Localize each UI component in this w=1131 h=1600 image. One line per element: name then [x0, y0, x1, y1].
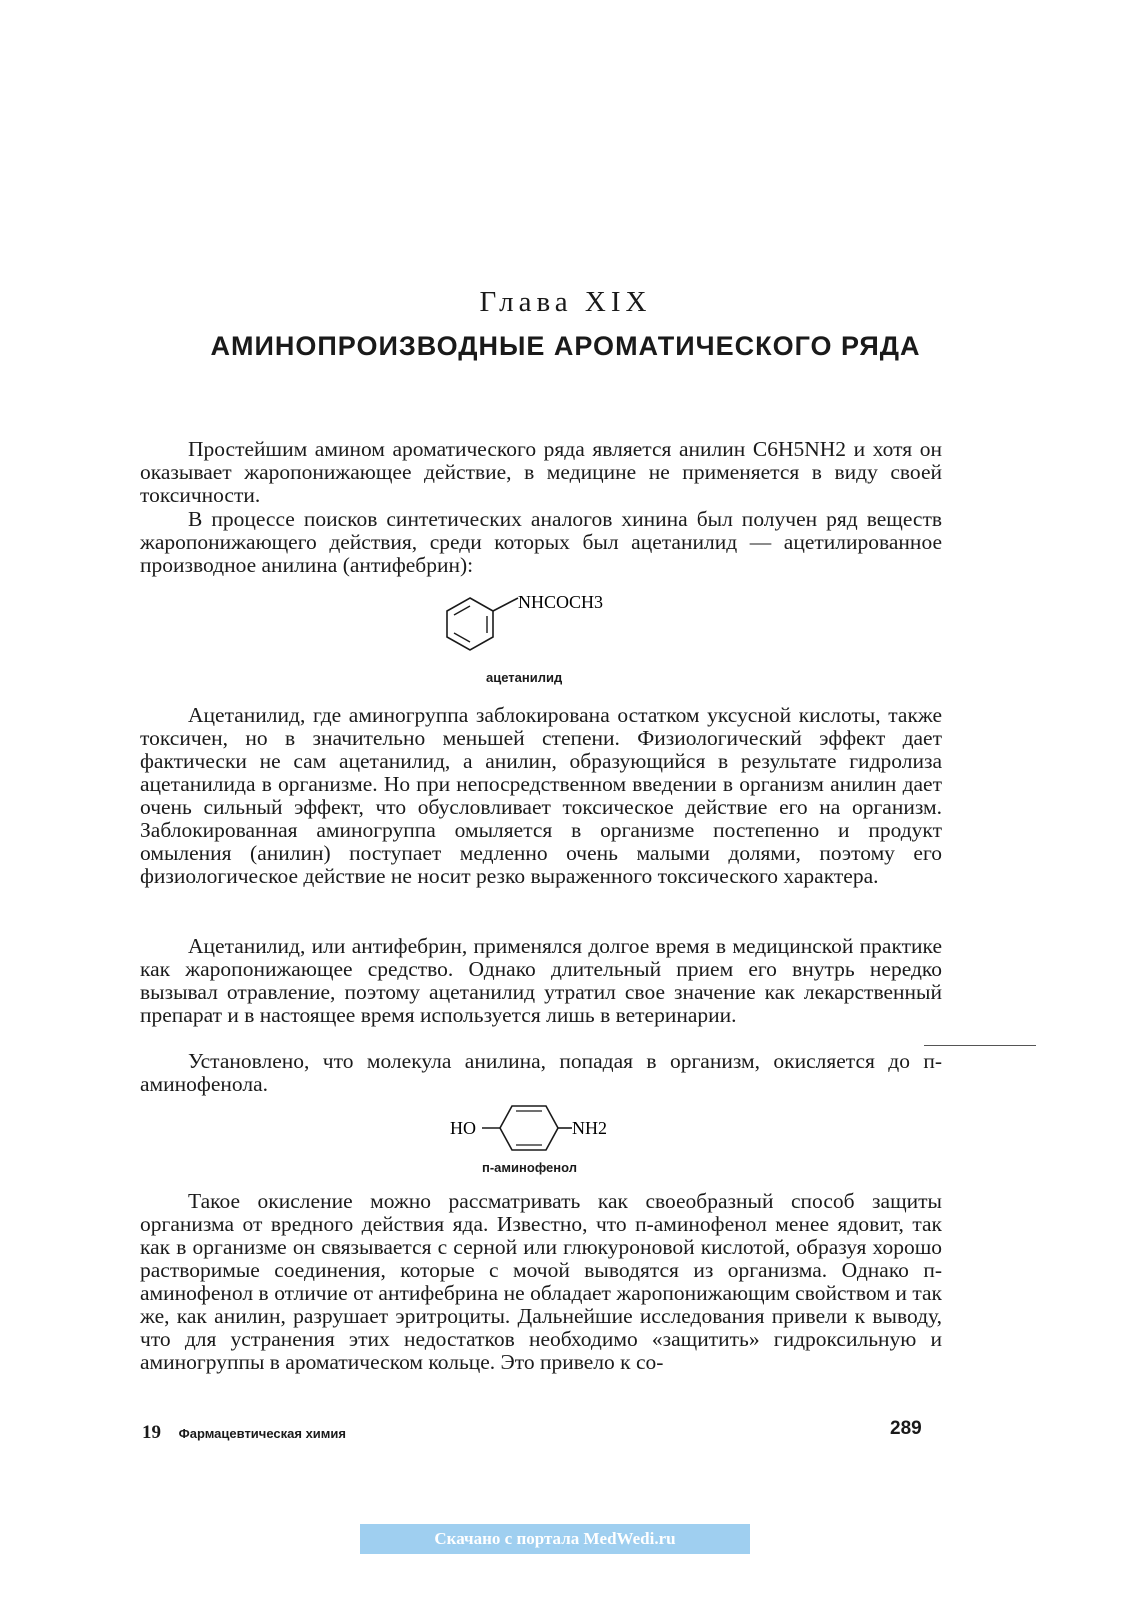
aminophenol-right-group: NH2: [572, 1118, 607, 1138]
paragraph-4: Ацетанилид, или антифебрин, применялся долгое время в медицинской практике как жаропонижающее средство. Однако длительный прием его внутрь нередко вызывал отравление, поэтому ацетанилид утратил свое значение как лекарственный препарат и в настоящее время используется лишь в ветеринарии.: [140, 934, 942, 1027]
book-title: Фармацевтическая химия: [178, 1426, 346, 1441]
aminophenol-structure: [448, 1100, 648, 1165]
footer-left: [142, 1422, 346, 1444]
chapter-title: АМИНОПРОИЗВОДНЫЕ АРОМАТИЧЕСКОГО РЯДА: [210, 331, 921, 361]
paragraph-5: Установлено, что молекула анилина, попадая в организм, окисляется до п-аминофенола.: [140, 1049, 942, 1096]
paragraph-6: Такое окисление можно рассматривать как своеобразный способ защиты организма от вредного действия яда. Известно, что п-аминофенол менее ядовит, так как в организме он связывается с серной или глюкуроновой кислотой, образуя хорошо растворимые соединения, которые с мочой выводятся из организма. Однако п-аминофенол в отличие от антифебрина не обладает жаропонижающим свойством и так же, как анилин, разрушает эритроциты. Дальнейшие исследования привели к выводу, что для устранения этих недостатков необходимо «защитить» гидроксильную и аминогруппы в ароматическом кольце. Это привело к со-: [140, 1189, 942, 1374]
page-number: 289: [890, 1418, 922, 1439]
paragraph-3: Ацетанилид, где аминогруппа заблокирована остатком уксусной кислоты, также токсичен, но в значительно меньшей степени. Физиологический эффект дает фактически не сам ацетанилид, а анилин, образующийся в результате гидролиза ацетанилида в организме. Но при непосредственном введении в организм анилин дает очень сильный эффект, что обусловливает токсическое действие его на организм. Заблокированная аминогруппа омыляется в организме постепенно и продукт омыления (анилин) поступает медленно очень малыми долями, поэтому его физиологическое действие не носит резко выраженного токсического характера.: [140, 703, 942, 888]
watermark-banner[interactable]: Скачано с портала MedWedi.ru: [360, 1524, 750, 1554]
acetanilide-substituent: NHCOCH3: [518, 592, 604, 612]
printer-signature: 19: [142, 1422, 161, 1443]
margin-rule: [924, 1045, 1036, 1046]
paragraph-2: В процессе поисков синтетических аналогов хинина был получен ряд веществ жаропонижающего действия, среди которых был ацетанилид — ацетилированное производное анилина (антифебрин):: [140, 507, 942, 577]
aminophenol-caption: п-аминофенол: [482, 1160, 577, 1175]
benzene-ring-icon: [430, 586, 650, 666]
acetanilide-caption: ацетанилид: [486, 670, 563, 685]
benzene-ring-icon: [448, 1100, 648, 1160]
acetanilide-structure: [430, 586, 650, 671]
aminophenol-left-group: HO: [450, 1118, 476, 1138]
chapter-label: Глава XIX: [479, 286, 652, 318]
paragraph-1: Простейшим амином ароматического ряда является анилин C6H5NH2 и хотя он оказывает жаропонижающее действие, в медицине не применяется в виду своей токсичности.: [140, 437, 942, 507]
